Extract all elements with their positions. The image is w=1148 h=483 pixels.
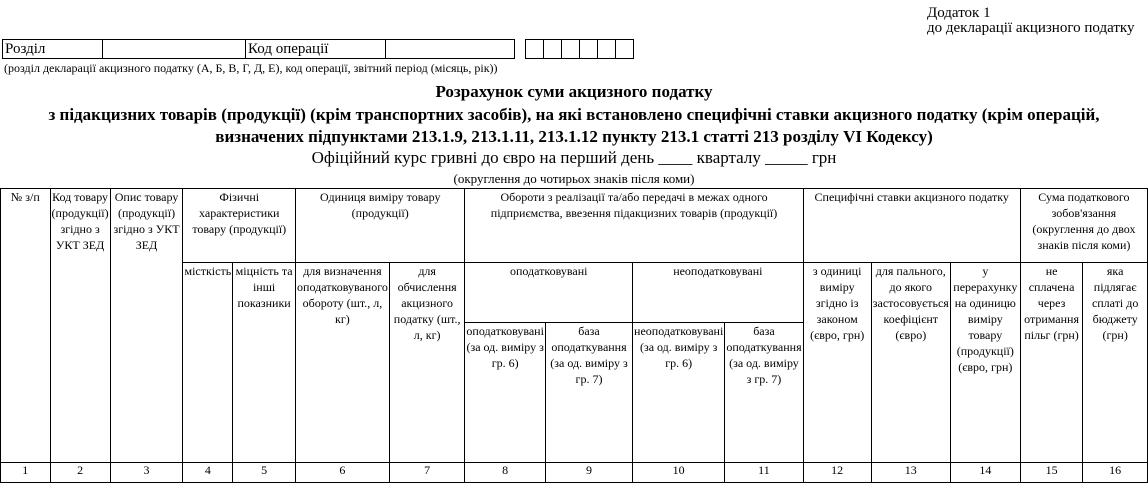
column-number: 11 xyxy=(725,463,803,483)
operation-code-input[interactable] xyxy=(385,39,515,59)
liability-header: Сума податкового зобов'язання (округлення до двох знаків після коми) xyxy=(1020,189,1147,263)
col8-header: оподатковувані (за од. виміру з гр. 6) xyxy=(465,323,546,463)
taxable-header: оподатковувані xyxy=(465,263,633,323)
excise-calculation-table xyxy=(0,188,1148,483)
appendix-line2: до декларації акцизного податку xyxy=(927,20,1135,36)
column-number: 5 xyxy=(233,463,296,483)
rounding-note: (округлення до чотирьох знаків після коми) xyxy=(453,171,695,186)
period-digit-box[interactable] xyxy=(543,39,562,59)
column-number: 9 xyxy=(545,463,632,483)
turnover-header: Обороти з реалізації та/або передачі в межах одного підприємства, ввезення підакцизних товарів (продукції) xyxy=(465,189,803,263)
col13-header: для пального, до якого застосовується коефіцієнт (євро) xyxy=(871,263,950,463)
exchange-rate-line: Офіційний курс гривні до євро на перший день ____ кварталу _____ грн xyxy=(311,148,837,167)
physical-characteristics-header: Фізичні характеристики товару (продукції) xyxy=(183,189,296,263)
unit-header: Одиниця виміру товару (продукції) xyxy=(296,189,465,263)
col4-header: місткість xyxy=(183,263,233,463)
column-number: 2 xyxy=(50,463,110,483)
column-number: 14 xyxy=(950,463,1020,483)
column-number: 13 xyxy=(871,463,950,483)
column-number: 4 xyxy=(183,463,233,483)
header-note: (розділ декларації акцизного податку (А, Б, В, Г, Д, Е), код операції, звітний період (місяць, рік)) xyxy=(4,61,498,75)
column-number: 6 xyxy=(296,463,390,483)
column-number: 15 xyxy=(1020,463,1082,483)
column-number: 3 xyxy=(110,463,183,483)
col5-header: міцність та інші показники xyxy=(233,263,296,463)
period-digit-box[interactable] xyxy=(579,39,598,59)
col12-header: з одиниці виміру згідно із законом (євро, грн) xyxy=(803,263,871,463)
period-digit-box[interactable] xyxy=(561,39,580,59)
col15-header: не сплачена через отримання пільг (грн) xyxy=(1020,263,1082,463)
section-label: Розділ xyxy=(2,39,103,59)
column-number: 10 xyxy=(633,463,725,483)
appendix-line1: Додаток 1 xyxy=(927,5,991,21)
title-line3: визначених підпунктами 213.1.9, 213.1.11, 213.1.12 пункту 213.1 статті 213 розділу VI Кодексу) xyxy=(215,127,933,146)
rates-header: Специфічні ставки акцизного податку xyxy=(803,189,1020,263)
col9-header: база оподаткування (за од. виміру з гр. 7) xyxy=(545,323,632,463)
col11-header: база оподаткування (за од. виміру з гр. 7) xyxy=(725,323,803,463)
column-number: 1 xyxy=(1,463,51,483)
column-number: 8 xyxy=(465,463,546,483)
period-digit-box[interactable] xyxy=(525,39,544,59)
col14-header: у перерахунку на одиницю виміру товару (продукції) (євро, грн) xyxy=(950,263,1020,463)
column-number: 12 xyxy=(803,463,871,483)
column-number: 16 xyxy=(1083,463,1148,483)
period-digit-box[interactable] xyxy=(597,39,616,59)
col1-header: № з/п xyxy=(1,189,51,463)
title-line1: Розрахунок суми акцизного податку xyxy=(435,82,713,101)
col6-header: для визначення оподатковуваного обороту (шт., л, кг) xyxy=(296,263,390,463)
title-line2: з підакцизних товарів (продукції) (крім транспортних засобів), на які встановлено специфічні ставки акцизного податку (крім операцій, xyxy=(48,105,1100,124)
operation-code-label: Код операції xyxy=(245,39,386,59)
col16-header: яка підлягає сплаті до бюджету (грн) xyxy=(1083,263,1148,463)
col10-header: неоподатковувані (за од. виміру з гр. 6) xyxy=(633,323,725,463)
appendix-label xyxy=(927,6,1134,36)
col7-header: для обчислення акцизного податку (шт., л, кг) xyxy=(389,263,465,463)
col2-header: Код товару (продукції) згідно з УКТ ЗЕД xyxy=(50,189,110,463)
col3-header: Опис товару (продукції) згідно з УКТ ЗЕД xyxy=(110,189,183,463)
nontaxable-header: неоподатковувані xyxy=(633,263,804,323)
column-number: 7 xyxy=(389,463,465,483)
period-digit-box[interactable] xyxy=(615,39,634,59)
section-input[interactable] xyxy=(102,39,246,59)
